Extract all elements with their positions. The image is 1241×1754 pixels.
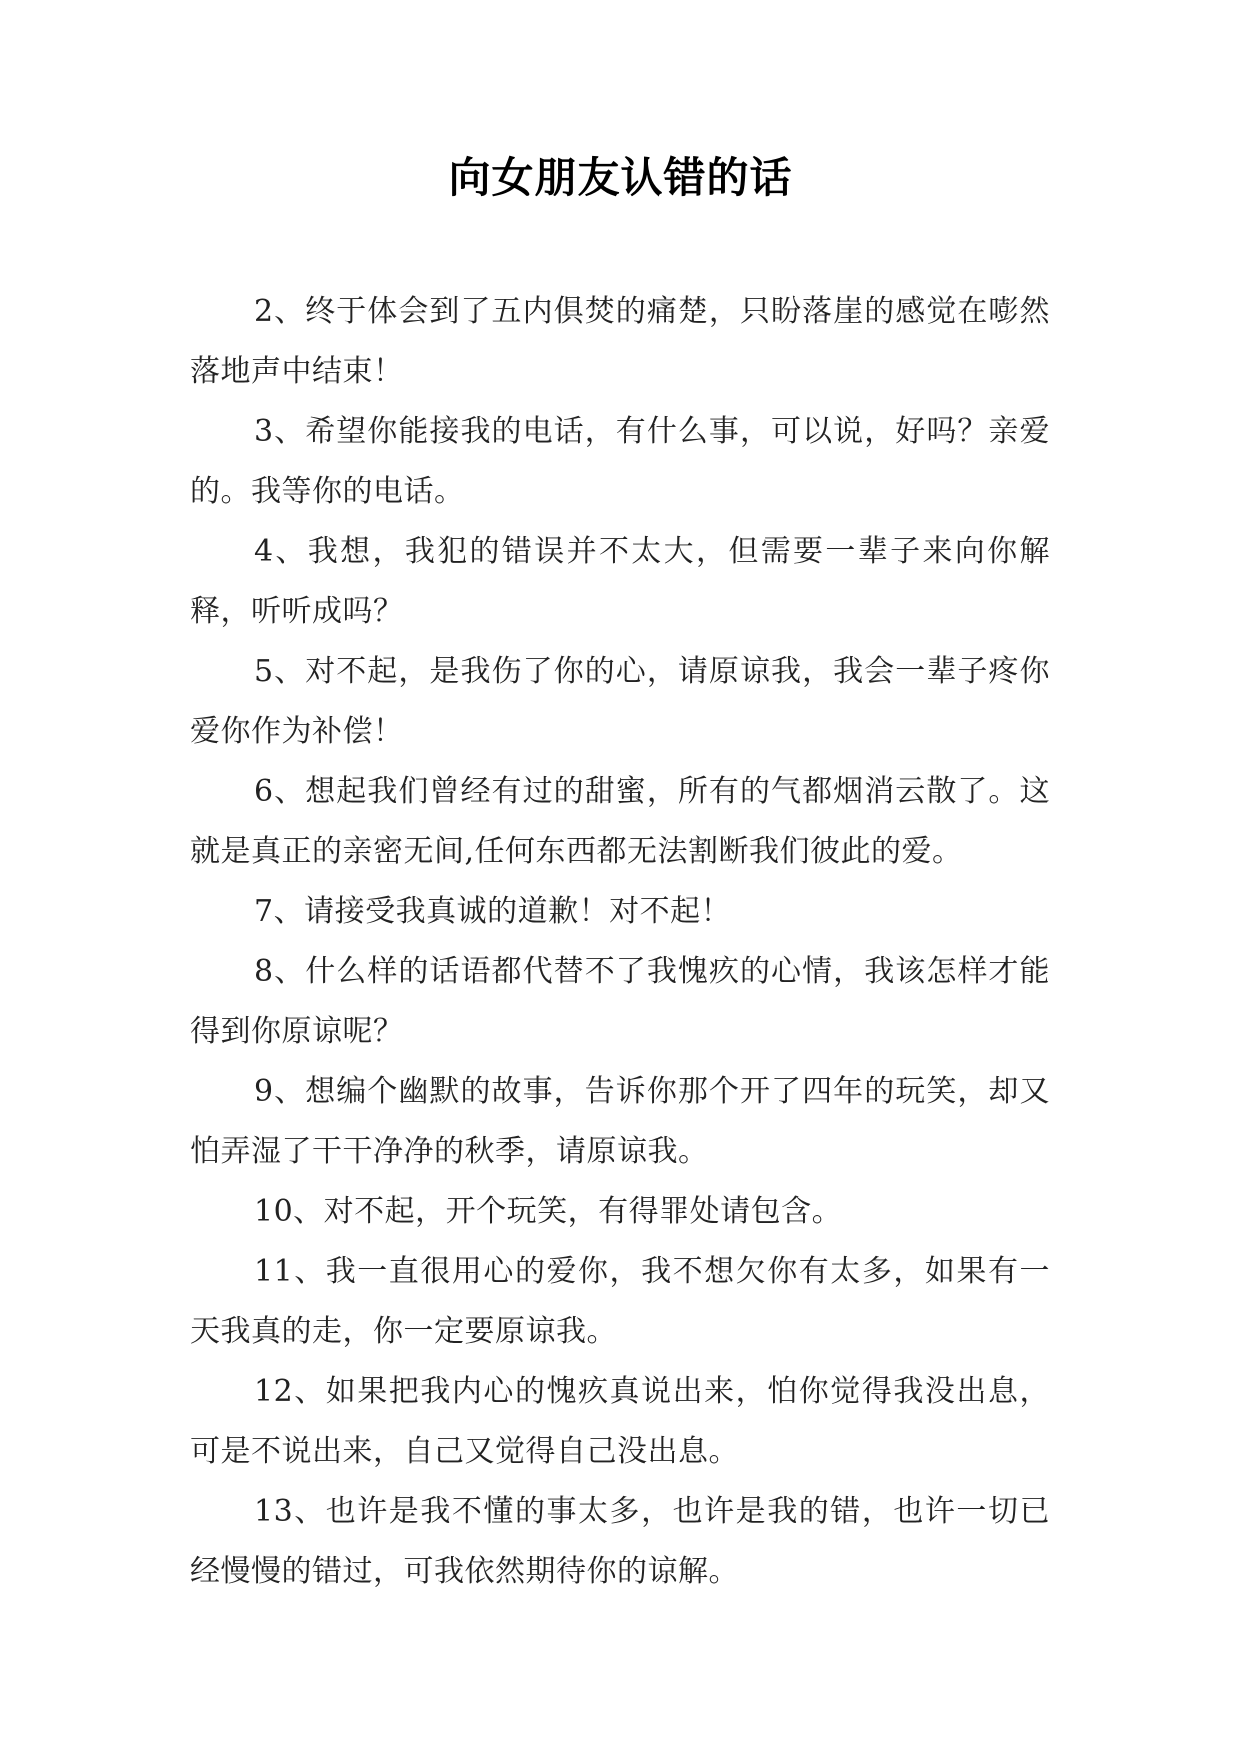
paragraph-3: 3、希望你能接我的电话，有什么事，可以说，好吗？亲爱的。我等你的电话。 [190,414,1050,509]
paragraph-6: 6、想起我们曾经有过的甜蜜，所有的气都烟消云散了。这就是真正的亲密无间,任何东西都无法割断我们彼此的爱。 [190,774,1050,869]
paragraph-13: 13、也许是我不懂的事太多，也许是我的错，也许一切已经慢慢的错过，可我依然期待你的谅解。 [190,1494,1050,1589]
document-body [190,282,1050,1602]
paragraph-2: 2、终于体会到了五内俱焚的痛楚，只盼落崖的感觉在嘭然落地声中结束！ [190,294,1050,389]
paragraph-9: 9、想编个幽默的故事，告诉你那个开了四年的玩笑，却又怕弄湿了干干净净的秋季，请原谅我。 [190,1074,1050,1169]
paragraph-4: 4、我想，我犯的错误并不太大，但需要一辈子来向你解释，听听成吗？ [190,534,1050,629]
paragraph-7: 7、请接受我真诚的道歉！对不起！ [254,894,732,929]
paragraph-12: 12、如果把我内心的愧疚真说出来，怕你觉得我没出息，可是不说出来，自己又觉得自己没出息。 [190,1374,1050,1469]
paragraph-11: 11、我一直很用心的爱你，我不想欠你有太多，如果有一天我真的走，你一定要原谅我。 [190,1254,1050,1349]
paragraph-10: 10、对不起，开个玩笑，有得罪处请包含。 [254,1194,843,1229]
paragraph-5: 5、对不起，是我伤了你的心，请原谅我，我会一辈子疼你爱你作为补偿！ [190,654,1050,749]
document-title: 向女朋友认错的话 [448,153,793,202]
paragraph-8: 8、什么样的话语都代替不了我愧疚的心情，我该怎样才能得到你原谅呢？ [190,954,1050,1049]
